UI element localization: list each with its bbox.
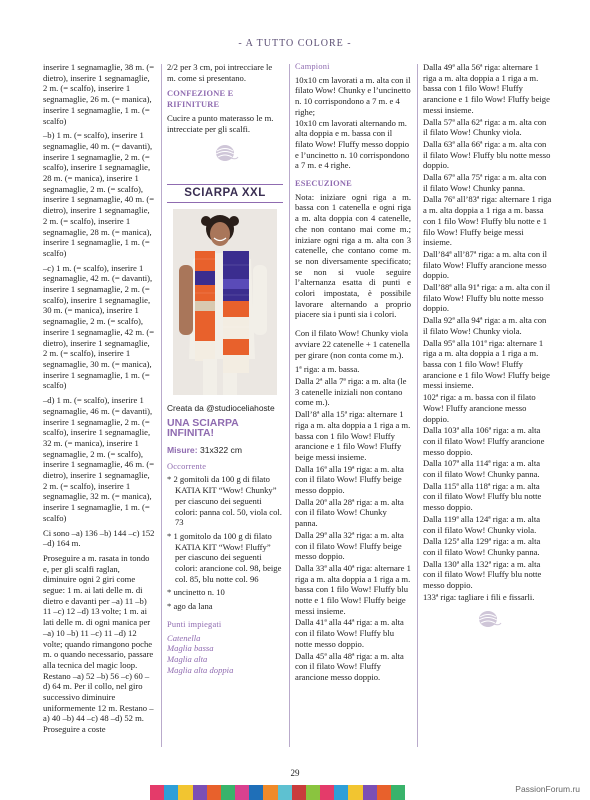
row-instruction: Dalla 115ª alla 118ª riga: a m. alta con il filato Wow! Fluffy blu notte messo doppio. xyxy=(423,480,542,513)
rows-list xyxy=(295,364,411,682)
materials-title: Occorrente xyxy=(167,461,207,471)
row-instruction: Dalla 20ª alla 28ª riga: a m. alta con il filato Wow! Chunky panna. xyxy=(295,496,404,529)
list-item: Maglia alta doppia xyxy=(167,664,234,675)
size-value: 31x322 cm xyxy=(199,445,242,456)
list-item: Catenella xyxy=(167,632,201,643)
section-title-esecuzione: ESECUZIONE xyxy=(295,179,352,189)
column-divider xyxy=(417,64,418,747)
pattern-title: SCIARPA XXL xyxy=(167,184,283,203)
paragraph: Proseguire a m. rasata in tondo e, per gli scalfi raglan, diminuire ogni 2 giri come segue: 1 m. ai lati delle m. di dietro e davanti per –a) 11 –b) 11 –c) 12 –d) 13 volte; 1 m. ai lati delle m. di ogni manica per –a) 10 –b) 11 –c) 11 –d) 12 volte; quando rimangono poche m. o quando necessario, passare alla tecnica del magic loop. Restano –a) 52 –b) 56 –c) 60 –d) 64 m. Per il collo, nel giro successivo diminuire uniformemente 12 m. Restano –a) 40 –b) 44 –c) 48 –d) 52 m. Proseguire a coste xyxy=(43,552,154,735)
headline: UNA SCIARPA INFINITA! xyxy=(167,416,239,440)
row-instruction: Dalla 130ª alla 132ª riga: a m. alta con il filato Wow! Fluffy blu notte messo doppio. xyxy=(423,558,542,591)
column-divider xyxy=(161,64,162,747)
row-instruction: Dalla 41ª alla 44ª riga: a m. alta con il filato Wow! Fluffy blu notte messo doppio. xyxy=(295,617,404,649)
list-item: * uncinetto n. 10 xyxy=(167,587,225,598)
row-instruction: Dall’84ª all’87ª riga: a m. alta con il filato Wow! Fluffy arancione messo doppio. xyxy=(423,248,548,281)
paragraph: 10x10 cm lavorati a m. alta con il filato Wow! Chunky e l’uncinetto n. 10 corrispondono a 7 m. e 4 righe; xyxy=(295,74,411,117)
column-divider xyxy=(289,64,290,747)
row-instruction: Dalla 92ª alla 94ª riga: a m. alta con il filato Wow! Chunky viola. xyxy=(423,315,547,336)
size-label: Misure: xyxy=(167,445,198,456)
row-instruction: 102ª riga: a m. bassa con il filato Wow! Fluffy arancione messo doppio. xyxy=(423,392,536,424)
row-instruction: Dalla 125ª alla 129ª riga: a m. alta con il filato Wow! Chunky panna. xyxy=(423,536,541,557)
row-instruction: Dalla 63ª alla 66ª riga: a m. alta con il filato Wow! Fluffy blu notte messo doppio. xyxy=(423,138,551,171)
paragraph: –b) 1 m. (= scalfo), inserire 1 segnamaglie, 40 m. (= davanti), inserire 1 segnamaglie, 2 m. (= scalfo), inserire 1 segnamaglie, 28 m. (= manica), inserire 1 segnamaglie, 2 m. (= scalfo), inserire 1 segnamaglie, 40 m. (= dietro), inserire 1 segnamaglie, 2 m. (= scalfo), inserire 1 segnamaglie, 28 m. (= manica), inserire 1 segnamaglie, 1 m. (= scalfo) xyxy=(43,130,155,258)
materials-list xyxy=(167,474,283,611)
paragraph: Ci sono –a) 136 –b) 144 –c) 152 –d) 164 m. xyxy=(43,527,155,549)
watermark: PassionForum.ru xyxy=(515,784,580,794)
list-item: Maglia alta xyxy=(167,653,208,664)
list-item: Maglia bassa xyxy=(167,643,214,654)
row-instruction: Dalla 29ª alla 32ª riga: a m. alta con il filato Wow! Fluffy beige messo doppio. xyxy=(295,529,404,562)
photo-credit: Creata da @studioceliahoste xyxy=(167,402,275,413)
paragraph: Cucire a punto materasso le m. intrecciate per gli scalfi. xyxy=(167,112,274,134)
column-4 xyxy=(423,62,553,628)
running-header: - A TUTTO COLORE - xyxy=(238,38,352,49)
column-2 xyxy=(167,62,283,675)
stitches-list xyxy=(167,633,283,676)
row-instruction: Dalla 2ª alla 7ª riga: a m. alta (le 3 catenelle iniziali non contano come m.). xyxy=(295,375,407,408)
column-3 xyxy=(295,62,411,684)
rows-list xyxy=(423,62,553,602)
row-instruction: Dall’8ª alla 15ª riga: alternare 1 riga a m. alta doppia a 1 riga a m. bassa con 1 filo Wow! Fluffy arancione e 1 filo Wow! Fluffy beige messi insieme. xyxy=(295,409,411,462)
list-item: * ago da lana xyxy=(167,601,213,612)
row-instruction: Dall’88ª alla 91ª riga: a m. alta con il filato Wow! Fluffy blu notte messo doppio. xyxy=(423,282,551,314)
row-instruction: Dalla 16ª alla 19ª riga: a m. alta con il filato Wow! Fluffy beige messo doppio. xyxy=(295,463,404,496)
row-instruction: 1ª riga: a m. bassa. xyxy=(295,364,360,375)
stitches-title: Punti impiegati xyxy=(167,619,222,629)
yarn-ball-icon xyxy=(211,142,239,162)
row-instruction: 133ª riga: tagliare i fili e fissarli. xyxy=(423,591,535,602)
gauge-title: Campioni xyxy=(295,62,330,71)
paragraph: –c) 1 m. (= scalfo), inserire 1 segnamaglie, 42 m. (= davanti), inserire 1 segnamaglie, 2 m. (= scalfo), inserire 1 segnamaglie, 30 m. (= manica), inserire 1 segnamaglie, 2 m. (= scalfo), inserire 1 segnamaglie, 42 m. (= dietro), inserire 1 segnamaglie, 2 m. (= scalfo), inserire 1 segnamaglie, 30 m. (= manica), inserire 1 segnamaglie, 1 m. (= scalfo) xyxy=(43,262,155,391)
list-item: * 1 gomitolo da 100 g di filato KATIA KIT “Wow! Fluffy” per ciascuno dei seguenti colori: arancione col. 98, beige col. 85, blu notte col. 96 xyxy=(167,530,282,584)
column-1 xyxy=(43,62,155,739)
page-number: 29 xyxy=(290,768,300,778)
paragraph: inserire 1 segnamaglie, 38 m. (= dietro), inserire 1 segnamaglie, 2 m. (= scalfo), inserire 1 segnamaglie, 26 m. (= manica), inserire 1 segnamaglie, 1 m. (= scalfo) xyxy=(43,62,155,126)
paragraph: Con il filato Wow! Chunky viola avviare 22 catenelle + 1 catenella per girare (non conta come m.). xyxy=(295,328,410,360)
paragraph: 2/2 per 3 cm, poi intrecciare le m. come si presentano. xyxy=(167,62,273,83)
row-instruction: Dalla 57ª alla 62ª riga: a m. alta con il filato Wow! Chunky viola. xyxy=(423,116,547,138)
row-instruction: Dalla 49ª alla 56ª riga: alternare 1 riga a m. alta doppia a 1 riga a m. bassa con 1 filo Wow! Fluffy arancione e 1 filo Wow! Fluffy beige messi insieme. xyxy=(423,62,550,115)
row-instruction: Dalla 67ª alla 75ª riga: a m. alta con il filato Wow! Chunky panna. xyxy=(423,172,547,193)
row-instruction: Dalla 33ª alla 40ª riga: alternare 1 riga a m. alta doppia a 1 riga a m. bassa con 1 filo Wow! Fluffy blu notte e 1 filo Wow! Fluffy beige messi insieme. xyxy=(295,562,411,616)
yarn-ball-icon xyxy=(474,608,502,628)
row-instruction: Dalla 76ª all’83ª riga: alternare 1 riga a m. alta doppia a 1 riga a m. bassa con 1 filo Wow! Fluffy blu notte e 1 filo Wow! Fluffy beige messi insieme. xyxy=(423,194,552,248)
list-item: * 2 gomitoli da 100 g di filato KATIA KIT “Wow! Chunky” per ciascuno dei seguenti colori: panna col. 50, viola col. 73 xyxy=(167,474,282,528)
row-instruction: Dalla 95ª alla 101ª riga: alternare 1 riga a m. alta doppia a 1 riga a m. bassa con 1 filo Wow! Fluffy arancione e 1 filo Wow! Fluffy beige messi insieme. xyxy=(423,337,550,391)
paragraph: 10x10 cm lavorati alternando m. alta doppia e m. bassa con il filato Wow! Fluffy messo doppio e l’uncinetto n. 10 corrispondono a 7 m. e 4 righe. xyxy=(295,117,410,171)
section-title-confezione: CONFEZIONE E RIFINITURE xyxy=(167,89,234,110)
size-info xyxy=(167,445,283,456)
row-instruction: Dalla 45ª alla 48ª riga: a m. alta con il filato Wow! Fluffy arancione messo doppio. xyxy=(295,650,404,682)
row-instruction: Dalla 103ª alla 106ª riga: a m. alta con il filato Wow! Fluffy arancione messo doppio. xyxy=(423,425,545,457)
paragraph: –d) 1 m. (= scalfo), inserire 1 segnamaglie, 46 m. (= davanti), inserire 1 segnamaglie, 2 m. (= scalfo), inserire 1 segnamaglie, 32 m. (= manica), inserire 1 segnamaglie, 2 m. (= scalfo), inserire 1 segnamaglie, 46 m. (= dietro), inserire 1 segnamaglie, 2 m. (= scalfo), inserire 1 segnamaglie, 32 m. (= manica), inserire 1 segnamaglie, 1 m. (= scalfo) xyxy=(43,395,155,523)
note-paragraph: Nota: iniziare ogni riga a m. bassa con 1 catenella e ogni riga a m. alta doppia con 4 catenelle, che non contano mai come m.; iniziare ogni riga a m. alta con 3 catenelle, che contano come m. se non diversamente specificato; se non si vuole seguire l’alternanza esatta di punti e colori impostata, è possibile lavorare alternando a proprio piacere sia i punti sia i colori. xyxy=(295,191,411,320)
row-instruction: Dalla 119ª alla 124ª riga: a m. alta con il filato Wow! Chunky viola. xyxy=(423,513,541,535)
knit-pattern-strip xyxy=(150,785,405,800)
row-instruction: Dalla 107ª alla 114ª riga: a m. alta con il filato Wow! Chunky panna. xyxy=(423,458,541,480)
scarf-photo xyxy=(173,209,277,395)
